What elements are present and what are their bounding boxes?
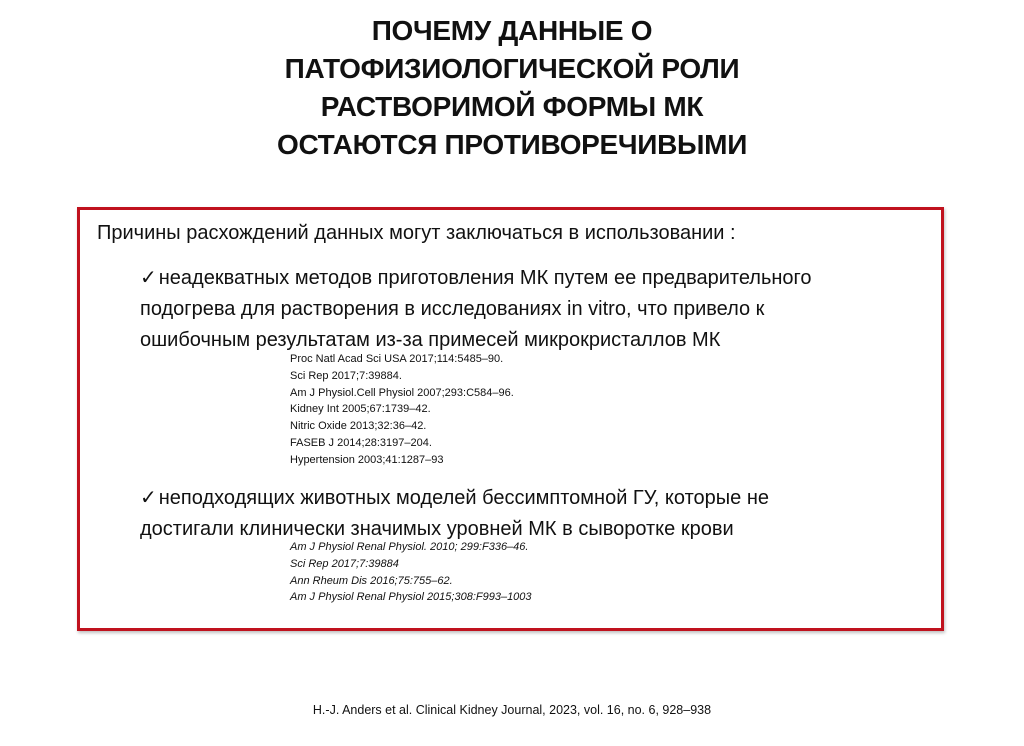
references-list-2: [290, 539, 532, 606]
reason-point-1: [140, 263, 812, 356]
point-text: неподходящих животных моделей бессимптомной ГУ, которые не: [158, 487, 769, 509]
checkmark-icon: ✓: [140, 267, 157, 289]
title-line: ОСТАЮТСЯ ПРОТИВОРЕЧИВЫМИ: [276, 129, 748, 160]
reference-item: Am J Physiol Renal Physiol. 2010; 299:F336–46.: [290, 541, 529, 553]
title-line: РАСТВОРИМОЙ ФОРМЫ МК: [320, 91, 704, 122]
point-line: подогрева для растворения в исследованиях in vitro, что привело к: [140, 298, 765, 320]
source-citation: H.-J. Anders et al. Clinical Kidney Journal, 2023, vol. 16, no. 6, 928–938: [312, 703, 712, 717]
reference-item: Am J Physiol Renal Physiol 2015;308:F993–1003: [290, 591, 532, 604]
point-line: [140, 263, 812, 294]
point-line: ошибочным результатам из-за примесей микрокристаллов МК: [140, 329, 721, 351]
reference-item: Kidney Int 2005;67:1739–42.: [290, 403, 431, 416]
reference-item: FASEB J 2014;28:3197–204.: [290, 436, 432, 449]
point-line: достигали клинически значимых уровней МК в сыворотке крови: [140, 518, 734, 540]
point-line: [140, 483, 769, 514]
reference-item: Sci Rep 2017;7:39884: [290, 557, 399, 570]
checkmark-icon: ✓: [140, 487, 157, 509]
reference-item: Hypertension 2003;41:1287–93: [290, 453, 444, 466]
reference-item: Am J Physiol.Cell Physiol 2007;293:C584–96.: [290, 386, 514, 399]
reference-item: Ann Rheum Dis 2016;75:755–62.: [290, 574, 453, 587]
reference-item: Sci Rep 2017;7:39884.: [290, 369, 402, 382]
reason-point-2: [140, 483, 769, 545]
title-line: ПОЧЕМУ ДАННЫЕ О: [371, 15, 653, 46]
reference-item: Proc Natl Acad Sci USA 2017;114:5485–90.: [290, 353, 504, 365]
reference-item: Nitric Oxide 2013;32:36–42.: [290, 420, 427, 433]
intro-text: Причины расхождений данных могут заключаться в использовании :: [97, 222, 736, 244]
slide-title: [0, 12, 1024, 164]
title-line: ПАТОФИЗИОЛОГИЧЕСКОЙ РОЛИ: [284, 53, 740, 84]
point-text: неадекватных методов приготовления МК путем ее предварительного: [158, 267, 812, 289]
reasons-box: [77, 207, 944, 631]
references-list-1: [290, 351, 514, 469]
